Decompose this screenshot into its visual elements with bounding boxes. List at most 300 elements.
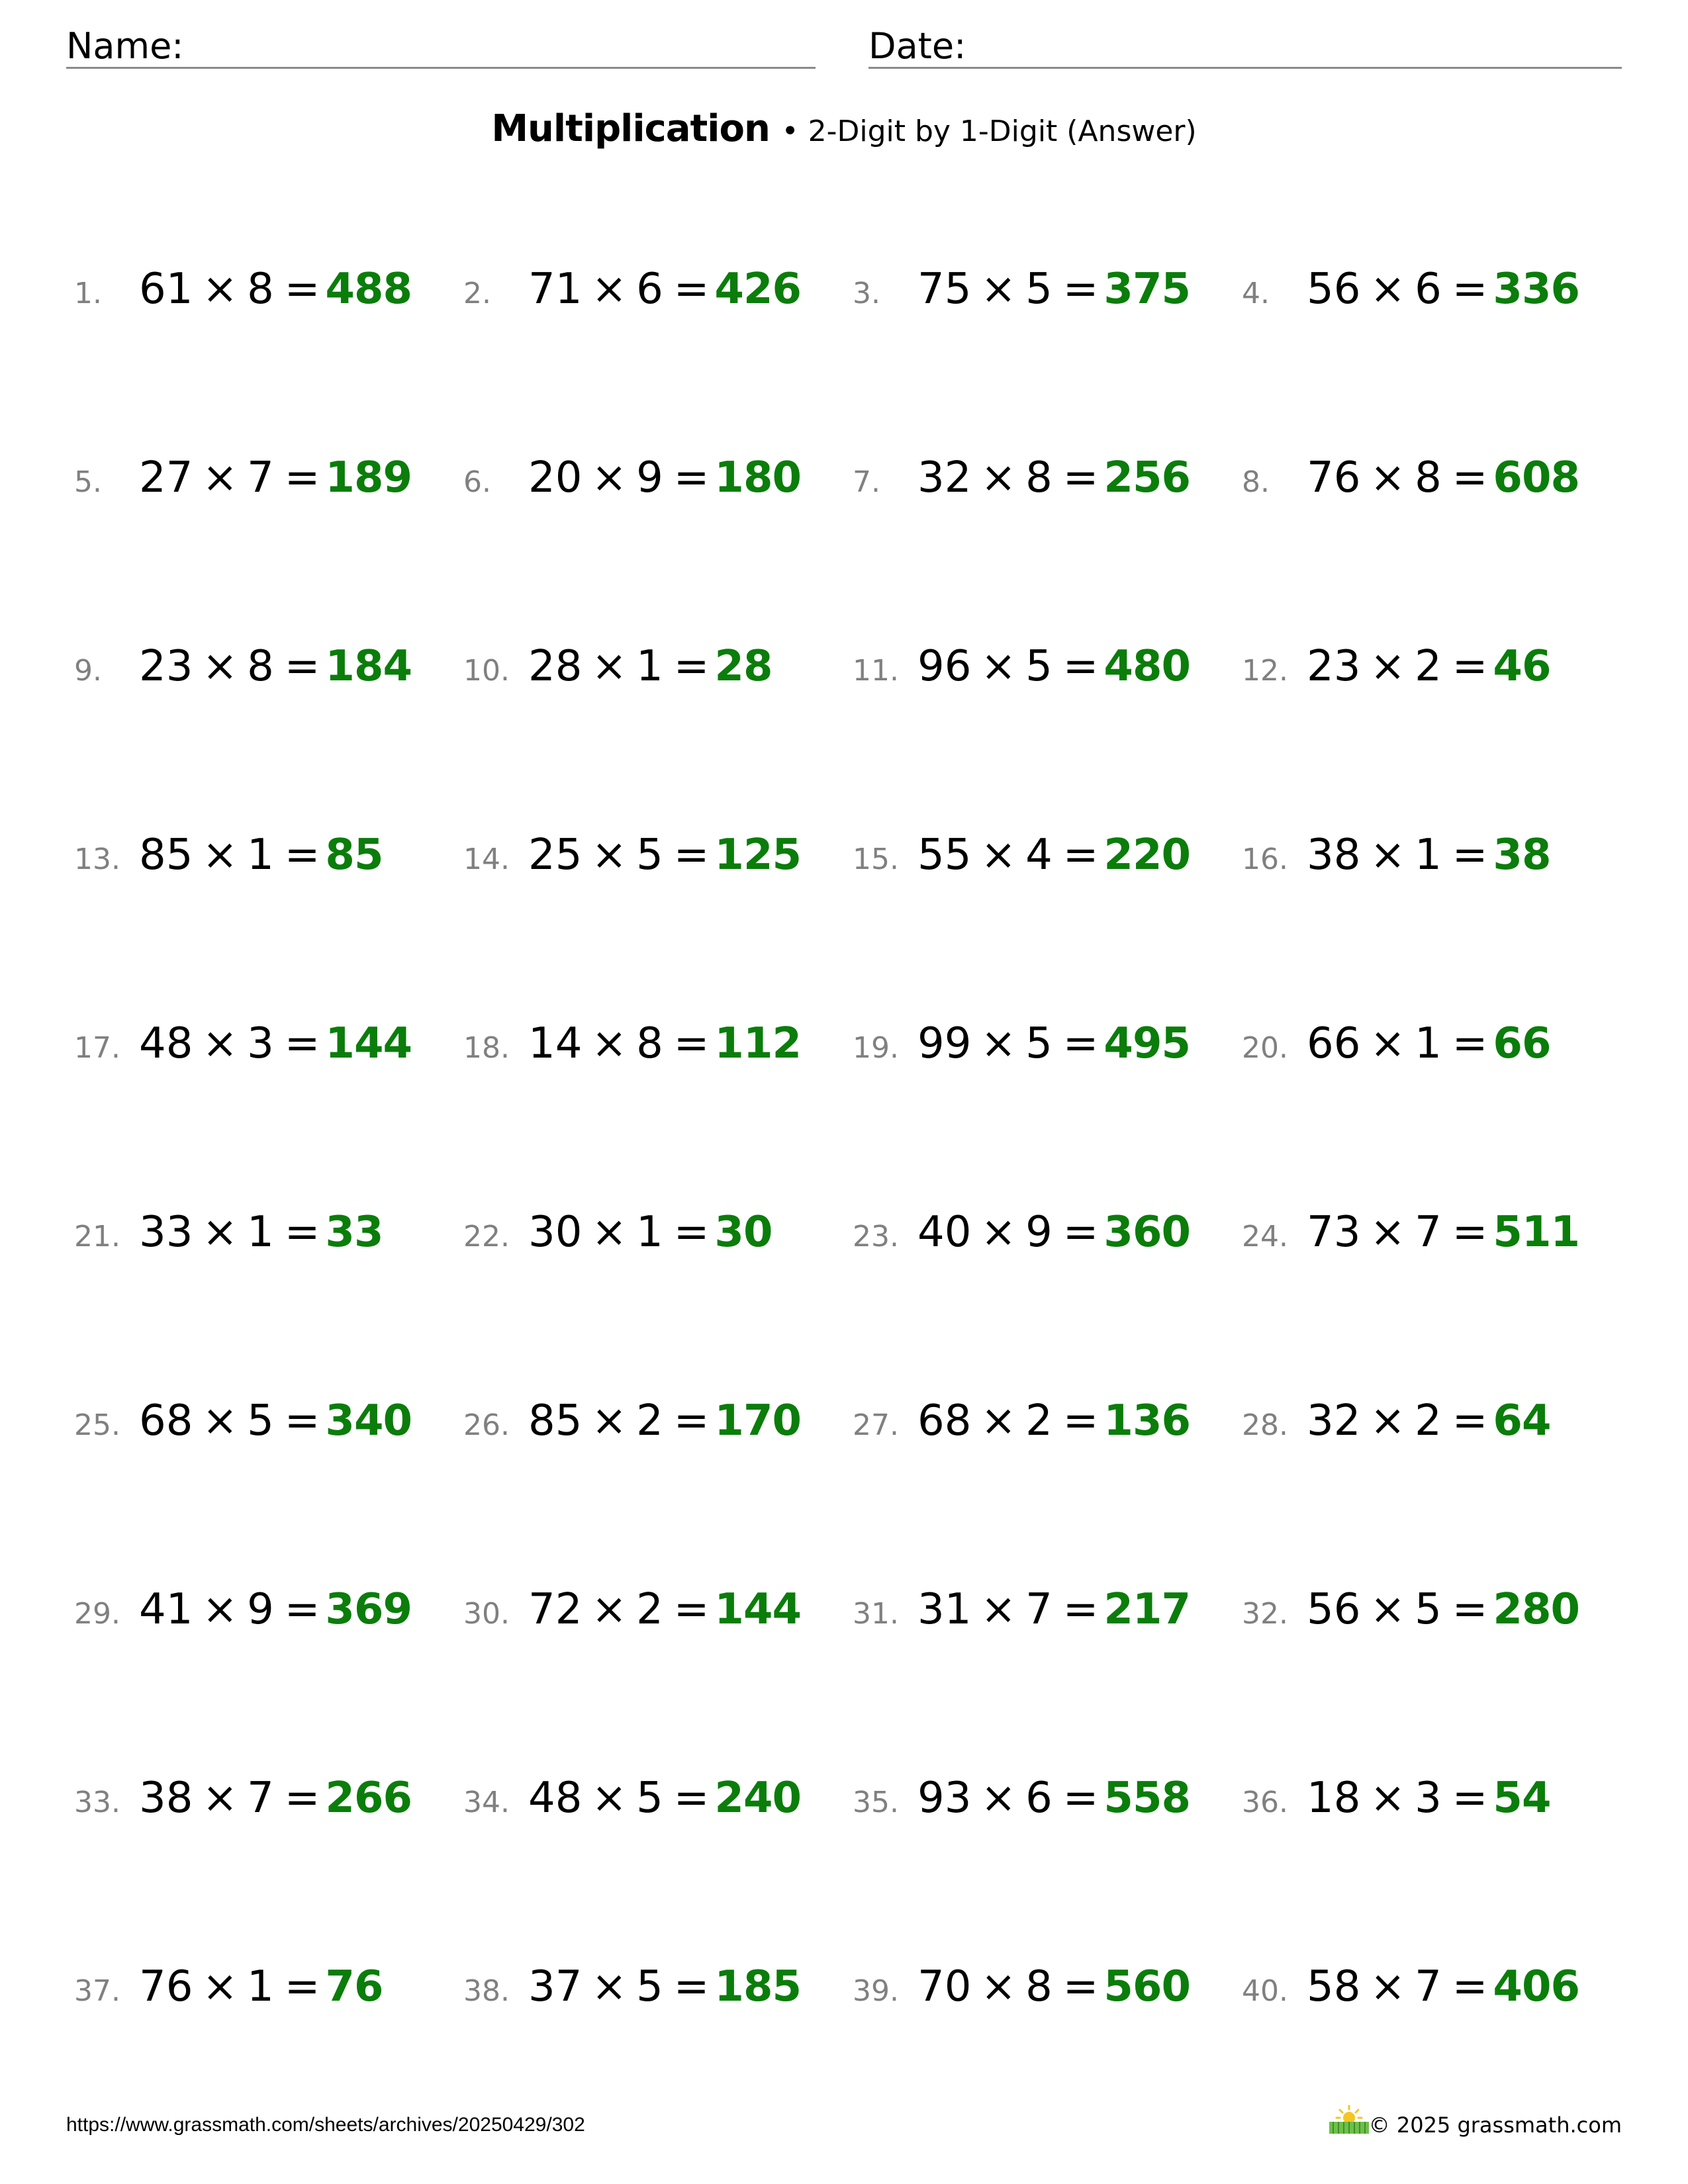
factor-b: 6 (1415, 265, 1442, 314)
problem-number: 5. (74, 465, 102, 499)
factor-a: 23 (139, 642, 193, 691)
times-sign: × (591, 1019, 628, 1068)
problem-expression (1307, 642, 1487, 691)
problem-item (463, 1019, 801, 1072)
equals-sign: = (673, 1396, 710, 1445)
problem-item (74, 642, 412, 695)
answer-value: 217 (1103, 1585, 1190, 1634)
times-sign: × (202, 1962, 238, 2011)
factor-a: 38 (1307, 831, 1361, 880)
factor-a: 68 (139, 1396, 193, 1445)
factor-a: 61 (139, 265, 193, 314)
factor-a: 48 (139, 1019, 193, 1068)
problem-expression (139, 1208, 320, 1257)
problem-number: 38. (463, 1974, 510, 2008)
answer-value: 256 (1103, 453, 1190, 502)
worksheet-title (0, 106, 1688, 155)
problem-item (463, 831, 801, 884)
factor-a: 32 (917, 453, 972, 502)
factor-a: 99 (917, 1019, 972, 1068)
factor-a: 55 (917, 831, 972, 880)
factor-b: 6 (1025, 1774, 1053, 1823)
times-sign: × (591, 453, 628, 502)
problem-expression (528, 265, 709, 314)
times-sign: × (591, 1962, 628, 2011)
factor-b: 9 (247, 1585, 274, 1634)
problem-number: 30. (463, 1597, 510, 1631)
problem-number: 16. (1242, 842, 1288, 876)
problem-item (463, 642, 772, 695)
equals-sign: = (1062, 1774, 1099, 1823)
problem-expression (1307, 265, 1487, 314)
problem-expression (528, 453, 709, 502)
answer-value: 558 (1103, 1774, 1190, 1823)
equals-sign: = (1452, 1019, 1488, 1068)
answer-value: 33 (325, 1208, 383, 1257)
factor-b: 1 (247, 831, 274, 880)
factor-b: 5 (1025, 265, 1053, 314)
problem-number: 10. (463, 654, 510, 688)
answer-value: 488 (325, 265, 412, 314)
equals-sign: = (284, 831, 320, 880)
equals-sign: = (1452, 831, 1488, 880)
problem-expression (528, 1019, 709, 1068)
answer-value: 38 (1493, 831, 1551, 880)
times-sign: × (202, 642, 238, 691)
times-sign: × (591, 1774, 628, 1823)
problem-item (853, 265, 1190, 318)
equals-sign: = (673, 1208, 710, 1257)
footer-copyright: © 2025 grassmath.com (1368, 2113, 1622, 2138)
factor-b: 7 (1415, 1962, 1442, 2011)
equals-sign: = (1062, 1019, 1099, 1068)
times-sign: × (591, 1396, 628, 1445)
times-sign: × (202, 1396, 238, 1445)
problem-number: 12. (1242, 654, 1288, 688)
answer-value: 30 (714, 1208, 773, 1257)
problem-expression (1307, 1962, 1487, 2011)
problem-number: 40. (1242, 1974, 1288, 2008)
factor-b: 8 (1025, 1962, 1053, 2011)
problem-number: 23. (853, 1220, 899, 1253)
date-line (868, 67, 1622, 69)
factor-b: 7 (1025, 1585, 1053, 1634)
factor-a: 56 (1307, 1585, 1361, 1634)
factor-b: 3 (1415, 1774, 1442, 1823)
problem-expression (917, 1019, 1098, 1068)
times-sign: × (1370, 831, 1406, 880)
problem-expression (139, 1396, 320, 1445)
times-sign: × (202, 831, 238, 880)
equals-sign: = (1452, 1585, 1488, 1634)
equals-sign: = (284, 1396, 320, 1445)
problem-expression (917, 1208, 1098, 1257)
problem-item (74, 1962, 383, 2015)
answer-value: 125 (714, 831, 801, 880)
factor-b: 8 (1415, 453, 1442, 502)
factor-b: 5 (636, 1774, 663, 1823)
problem-expression (139, 642, 320, 691)
problem-expression (1307, 453, 1487, 502)
problem-number: 15. (853, 842, 899, 876)
equals-sign: = (673, 453, 710, 502)
factor-a: 40 (917, 1208, 972, 1257)
factor-b: 7 (1415, 1208, 1442, 1257)
factor-b: 1 (247, 1962, 274, 2011)
problem-number: 7. (853, 465, 880, 499)
problem-item (1242, 642, 1550, 695)
equals-sign: = (1452, 1396, 1488, 1445)
answer-value: 375 (1103, 265, 1190, 314)
equals-sign: = (1062, 265, 1099, 314)
problem-item (1242, 453, 1579, 506)
problem-number: 35. (853, 1786, 899, 1819)
problem-item (1242, 1774, 1550, 1827)
factor-a: 37 (528, 1962, 583, 2011)
problem-expression (1307, 1396, 1487, 1445)
factor-b: 1 (1415, 831, 1442, 880)
factor-b: 2 (1415, 642, 1442, 691)
problem-number: 39. (853, 1974, 899, 2008)
factor-a: 66 (1307, 1019, 1361, 1068)
times-sign: × (1370, 453, 1406, 502)
equals-sign: = (673, 1774, 710, 1823)
title-main: Multiplication (491, 107, 770, 150)
equals-sign: = (1062, 1962, 1099, 2011)
answer-value: 180 (714, 453, 801, 502)
times-sign: × (1370, 1019, 1406, 1068)
problem-item (463, 1962, 801, 2015)
answer-value: 170 (714, 1396, 801, 1445)
answer-value: 369 (325, 1585, 412, 1634)
answer-value: 240 (714, 1774, 801, 1823)
answer-value: 112 (714, 1019, 801, 1068)
problem-item (853, 1774, 1190, 1827)
times-sign: × (591, 1585, 628, 1634)
factor-a: 56 (1307, 265, 1361, 314)
times-sign: × (591, 642, 628, 691)
problem-number: 21. (74, 1220, 120, 1253)
problem-number: 34. (463, 1786, 510, 1819)
problem-item (463, 1208, 772, 1261)
equals-sign: = (1452, 265, 1488, 314)
answer-value: 46 (1493, 642, 1551, 691)
equals-sign: = (673, 831, 710, 880)
problem-number: 33. (74, 1786, 120, 1819)
answer-value: 144 (325, 1019, 412, 1068)
factor-b: 7 (247, 453, 274, 502)
problem-item (853, 1019, 1190, 1072)
problem-item (1242, 831, 1550, 884)
equals-sign: = (1062, 1585, 1099, 1634)
problem-expression (917, 642, 1098, 691)
factor-a: 85 (139, 831, 193, 880)
factor-a: 14 (528, 1019, 583, 1068)
problem-item (1242, 1962, 1579, 2015)
problem-number: 26. (463, 1408, 510, 1442)
problem-number: 4. (1242, 277, 1270, 310)
times-sign: × (980, 453, 1017, 502)
equals-sign: = (673, 642, 710, 691)
factor-a: 48 (528, 1774, 583, 1823)
equals-sign: = (1062, 642, 1099, 691)
problem-number: 9. (74, 654, 102, 688)
problem-item (463, 265, 801, 318)
problem-number: 11. (853, 654, 899, 688)
factor-b: 5 (1025, 642, 1053, 691)
factor-b: 4 (1025, 831, 1053, 880)
grass-sun-logo-icon (1325, 2103, 1373, 2135)
problem-number: 19. (853, 1031, 899, 1065)
answer-value: 185 (714, 1962, 801, 2011)
factor-b: 5 (247, 1396, 274, 1445)
problem-expression (1307, 1208, 1487, 1257)
equals-sign: = (1452, 1208, 1488, 1257)
footer-url: https://www.grassmath.com/sheets/archives/20250429/302 (66, 2114, 585, 2136)
factor-b: 5 (636, 1962, 663, 2011)
answer-value: 76 (325, 1962, 383, 2011)
times-sign: × (1370, 1396, 1406, 1445)
equals-sign: = (284, 1019, 320, 1068)
times-sign: × (1370, 265, 1406, 314)
answer-value: 144 (714, 1585, 801, 1634)
problem-expression (1307, 831, 1487, 880)
problem-number: 24. (1242, 1220, 1288, 1253)
problem-item (853, 1962, 1190, 2015)
times-sign: × (980, 1774, 1017, 1823)
equals-sign: = (1062, 453, 1099, 502)
problem-item (853, 1396, 1190, 1449)
factor-a: 41 (139, 1585, 193, 1634)
problem-item (74, 1585, 412, 1638)
problem-expression (917, 265, 1098, 314)
factor-a: 20 (528, 453, 583, 502)
factor-a: 58 (1307, 1962, 1361, 2011)
problem-number: 31. (853, 1597, 899, 1631)
factor-b: 9 (1025, 1208, 1053, 1257)
factor-a: 23 (1307, 642, 1361, 691)
times-sign: × (202, 1019, 238, 1068)
problem-item (74, 831, 383, 884)
times-sign: × (980, 831, 1017, 880)
factor-a: 30 (528, 1208, 583, 1257)
factor-a: 71 (528, 265, 583, 314)
problem-number: 20. (1242, 1031, 1288, 1065)
times-sign: × (980, 1585, 1017, 1634)
problem-item (74, 1774, 412, 1827)
factor-a: 93 (917, 1774, 972, 1823)
factor-b: 1 (247, 1208, 274, 1257)
answer-value: 136 (1103, 1396, 1190, 1445)
answer-value: 480 (1103, 642, 1190, 691)
problem-item (1242, 265, 1579, 318)
answer-value: 266 (325, 1774, 412, 1823)
problem-item (853, 453, 1190, 506)
equals-sign: = (284, 1208, 320, 1257)
answer-value: 608 (1493, 453, 1579, 502)
factor-a: 32 (1307, 1396, 1361, 1445)
problem-number: 22. (463, 1220, 510, 1253)
factor-b: 8 (1025, 453, 1053, 502)
times-sign: × (980, 1208, 1017, 1257)
problem-expression (139, 265, 320, 314)
times-sign: × (591, 1208, 628, 1257)
times-sign: × (591, 265, 628, 314)
answer-value: 54 (1493, 1774, 1551, 1823)
problem-item (463, 1774, 801, 1827)
equals-sign: = (673, 265, 710, 314)
problem-item (853, 831, 1190, 884)
equals-sign: = (1452, 1774, 1488, 1823)
problem-expression (917, 453, 1098, 502)
problem-number: 18. (463, 1031, 510, 1065)
factor-a: 96 (917, 642, 972, 691)
factor-a: 73 (1307, 1208, 1361, 1257)
factor-a: 38 (139, 1774, 193, 1823)
problem-number: 6. (463, 465, 491, 499)
answer-value: 28 (714, 642, 773, 691)
problem-item (463, 453, 801, 506)
answer-value: 189 (325, 453, 412, 502)
problem-item (853, 642, 1190, 695)
answer-value: 184 (325, 642, 412, 691)
factor-b: 7 (247, 1774, 274, 1823)
problem-number: 2. (463, 277, 491, 310)
factor-b: 8 (247, 642, 274, 691)
problem-expression (528, 642, 709, 691)
problem-number: 37. (74, 1974, 120, 2008)
factor-a: 72 (528, 1585, 583, 1634)
equals-sign: = (673, 1019, 710, 1068)
times-sign: × (1370, 1962, 1406, 2011)
answer-value: 406 (1493, 1962, 1579, 2011)
problem-item (74, 453, 412, 506)
problem-expression (139, 1585, 320, 1634)
problem-expression (528, 1962, 709, 2011)
factor-a: 75 (917, 265, 972, 314)
equals-sign: = (284, 453, 320, 502)
problem-item (1242, 1396, 1550, 1449)
equals-sign: = (1452, 1962, 1488, 2011)
times-sign: × (202, 1774, 238, 1823)
problem-expression (917, 831, 1098, 880)
equals-sign: = (1062, 1396, 1099, 1445)
equals-sign: = (1062, 1208, 1099, 1257)
times-sign: × (1370, 642, 1406, 691)
factor-a: 31 (917, 1585, 972, 1634)
answer-value: 66 (1493, 1019, 1551, 1068)
problem-number: 28. (1242, 1408, 1288, 1442)
problem-item (74, 1208, 383, 1261)
problem-item (74, 265, 412, 318)
problem-expression (528, 1396, 709, 1445)
date-label: Date: (868, 25, 966, 67)
equals-sign: = (284, 1585, 320, 1634)
problem-number: 32. (1242, 1597, 1288, 1631)
problem-number: 1. (74, 277, 102, 310)
equals-sign: = (284, 642, 320, 691)
factor-a: 28 (528, 642, 583, 691)
problem-expression (139, 453, 320, 502)
problem-item (1242, 1019, 1550, 1072)
problem-number: 3. (853, 277, 880, 310)
factor-a: 76 (1307, 453, 1361, 502)
title-subtitle: • 2-Digit by 1-Digit (Answer) (781, 114, 1197, 148)
problem-expression (139, 1962, 320, 2011)
problem-expression (917, 1585, 1098, 1634)
equals-sign: = (1452, 642, 1488, 691)
answer-value: 85 (325, 831, 383, 880)
equals-sign: = (284, 1962, 320, 2011)
equals-sign: = (673, 1962, 710, 2011)
answer-value: 340 (325, 1396, 412, 1445)
problem-expression (139, 1774, 320, 1823)
answer-value: 560 (1103, 1962, 1190, 2011)
problem-number: 13. (74, 842, 120, 876)
problem-expression (528, 1585, 709, 1634)
times-sign: × (980, 642, 1017, 691)
problem-expression (917, 1962, 1098, 2011)
times-sign: × (202, 453, 238, 502)
factor-a: 27 (139, 453, 193, 502)
problem-number: 8. (1242, 465, 1270, 499)
problem-item (463, 1396, 801, 1449)
times-sign: × (1370, 1774, 1406, 1823)
times-sign: × (1370, 1208, 1406, 1257)
times-sign: × (202, 1208, 238, 1257)
answer-value: 280 (1493, 1585, 1579, 1634)
factor-b: 2 (1415, 1396, 1442, 1445)
factor-a: 76 (139, 1962, 193, 2011)
equals-sign: = (1452, 453, 1488, 502)
answer-value: 360 (1103, 1208, 1190, 1257)
factor-a: 70 (917, 1962, 972, 2011)
factor-b: 9 (636, 453, 663, 502)
times-sign: × (980, 1019, 1017, 1068)
equals-sign: = (673, 1585, 710, 1634)
problem-number: 14. (463, 842, 510, 876)
factor-a: 33 (139, 1208, 193, 1257)
factor-b: 1 (636, 642, 663, 691)
problem-expression (528, 831, 709, 880)
problem-number: 17. (74, 1031, 120, 1065)
problem-number: 29. (74, 1597, 120, 1631)
equals-sign: = (1062, 831, 1099, 880)
factor-b: 1 (636, 1208, 663, 1257)
factor-b: 5 (1415, 1585, 1442, 1634)
factor-a: 85 (528, 1396, 583, 1445)
name-label: Name: (66, 25, 184, 67)
problem-number: 27. (853, 1408, 899, 1442)
answer-value: 64 (1493, 1396, 1551, 1445)
factor-b: 8 (636, 1019, 663, 1068)
name-line (66, 67, 816, 69)
problem-expression (139, 831, 320, 880)
equals-sign: = (284, 265, 320, 314)
factor-b: 5 (636, 831, 663, 880)
problem-expression (1307, 1019, 1487, 1068)
times-sign: × (202, 265, 238, 314)
times-sign: × (1370, 1585, 1406, 1634)
answer-value: 511 (1493, 1208, 1579, 1257)
answer-value: 495 (1103, 1019, 1190, 1068)
problem-expression (917, 1396, 1098, 1445)
factor-b: 3 (247, 1019, 274, 1068)
equals-sign: = (284, 1774, 320, 1823)
factor-a: 18 (1307, 1774, 1361, 1823)
times-sign: × (980, 1396, 1017, 1445)
factor-b: 5 (1025, 1019, 1053, 1068)
